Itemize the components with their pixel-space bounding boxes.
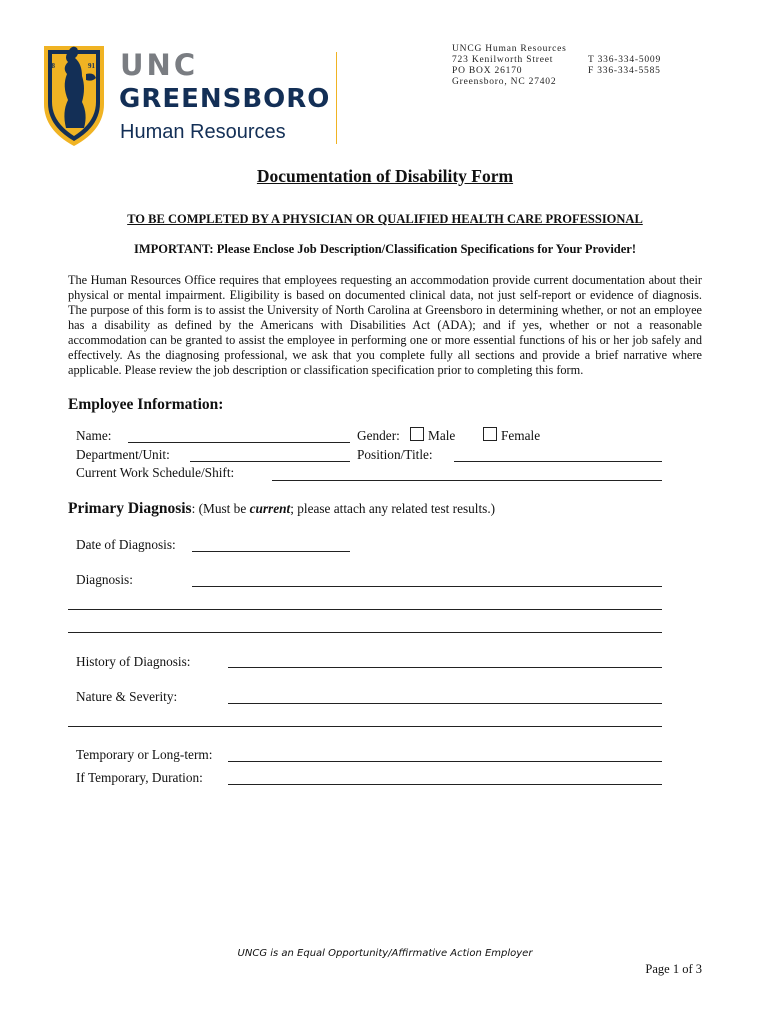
female-label: Female — [501, 428, 541, 443]
schedule-label: Current Work Schedule/Shift: — [76, 465, 235, 480]
eeo-statement: UNCG is an Equal Opportunity/Affirmative Action Employer — [237, 948, 533, 959]
address-line: PO BOX 26170 — [452, 66, 523, 76]
header-divider — [336, 52, 337, 144]
phone-number: T 336-334-5009 — [588, 55, 662, 65]
history-label: History of Diagnosis: — [76, 654, 191, 669]
diagnosis-field-line-3[interactable] — [68, 632, 662, 633]
contact-block — [588, 55, 661, 77]
form-subtitle: TO BE COMPLETED BY A PHYSICIAN OR QUALIFIED HEALTH CARE PROFESSIONAL — [127, 212, 643, 226]
diagnosis-field[interactable] — [192, 586, 662, 587]
intro-paragraph: The Human Resources Office requires that employees requesting an accommodation provide current documentation about their physical or mental impairment. Eligibility is based on documented clinical data, not just self-report or evidence of diagnosis. The purpose of this form is to assist the University of North Carolina at Greensboro in determining whether, or not an employee has a disability as defined by the Americans with Disabilities Act (ADA); and if yes, whether or not a reasonable accommodation can be granted to assist the employee in performing one or more essential functions of his or her job safely and effectively. As the diagnosing professional, we ask that you complete fully all sections and provide a brief narrative where applicable. Please review the job description or classification specification prior to completing this form. — [68, 273, 702, 377]
department-label: Department/Unit: — [76, 447, 170, 462]
male-checkbox[interactable] — [410, 427, 424, 441]
fax-number: F 336-334-5585 — [588, 66, 661, 76]
male-label: Male — [428, 428, 456, 443]
duration-label: If Temporary, Duration: — [76, 770, 203, 785]
temporary-longterm-label: Temporary or Long-term: — [76, 747, 213, 762]
history-field[interactable] — [228, 667, 662, 668]
diagnosis-heading: Primary Diagnosis — [68, 500, 192, 517]
schedule-field[interactable] — [272, 480, 662, 481]
form-title: Documentation of Disability Form — [256, 166, 514, 186]
name-label: Name: — [76, 428, 112, 443]
diagnosis-note-emphasis: current — [249, 501, 291, 516]
diagnosis-note-prefix: : (Must be — [191, 501, 250, 516]
page-number: Page 1 of 3 — [645, 962, 702, 976]
address-line: UNCG Human Resources — [452, 44, 567, 54]
diagnosis-heading-row — [68, 500, 495, 518]
nature-severity-field-line-2[interactable] — [68, 726, 662, 727]
address-block — [452, 44, 567, 88]
nature-severity-label: Nature & Severity: — [76, 689, 178, 704]
address-line: Greensboro, NC 27402 — [452, 77, 557, 87]
temporary-longterm-field[interactable] — [228, 761, 662, 762]
brand-greensboro: GREENSBORO — [119, 84, 331, 114]
brand-department: Human Resources — [120, 121, 286, 143]
position-field[interactable] — [454, 461, 662, 462]
employee-info-heading: Employee Information: — [68, 396, 224, 413]
diagnosis-label: Diagnosis: — [76, 572, 133, 587]
uncg-logo-shield — [42, 42, 106, 148]
logo-year-left: 18 — [48, 62, 55, 70]
department-field[interactable] — [190, 461, 350, 462]
name-field[interactable] — [128, 442, 350, 443]
nature-severity-field[interactable] — [228, 703, 662, 704]
important-notice: IMPORTANT: Please Enclose Job Description/Classification Specifications for Your Provider! — [133, 242, 637, 256]
gender-label: Gender: — [357, 428, 400, 443]
brand-unc: UNC — [120, 48, 199, 82]
position-label: Position/Title: — [357, 447, 433, 462]
date-of-diagnosis-label: Date of Diagnosis: — [76, 537, 176, 552]
logo-year-right: 91 — [88, 62, 95, 70]
female-checkbox[interactable] — [483, 427, 497, 441]
date-of-diagnosis-field[interactable] — [192, 551, 350, 552]
address-line: 723 Kenilworth Street — [452, 55, 554, 65]
duration-field[interactable] — [228, 784, 662, 785]
diagnosis-field-line-2[interactable] — [68, 609, 662, 610]
diagnosis-note-suffix: ; please attach any related test results.) — [290, 501, 496, 516]
